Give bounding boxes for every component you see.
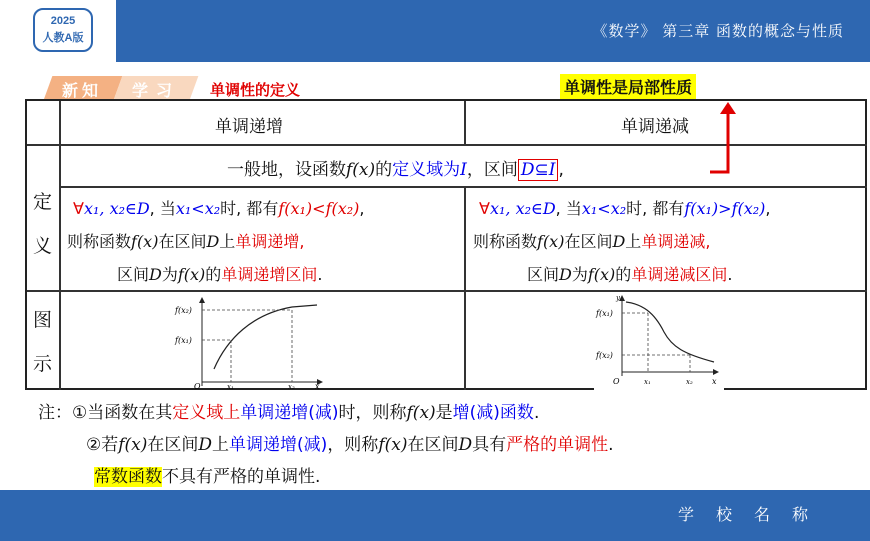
inc-comma: , bbox=[359, 199, 365, 218]
inc-ineq: f(x₁)<f(x₂) bbox=[278, 199, 360, 218]
common-end: , bbox=[558, 160, 564, 180]
note1-domain: 定义域上 bbox=[172, 403, 241, 423]
table-vline-2a bbox=[464, 101, 466, 144]
inc-is: 为 bbox=[161, 265, 178, 284]
dec-ineq: f(x₁)>f(x₂) bbox=[684, 199, 766, 218]
label-fx2: f(x₂) bbox=[175, 306, 192, 315]
inc-term: 单调递增, bbox=[235, 232, 305, 251]
label-x2: x₂ bbox=[288, 383, 295, 390]
section-tag-2: 学习 bbox=[132, 81, 181, 100]
dec-call: 则称函数 bbox=[473, 232, 538, 251]
dec-vars: x₁, x₂∈D bbox=[489, 199, 556, 218]
note1-d: 时，则称 bbox=[338, 403, 407, 423]
col-header-increasing: 单调递增 bbox=[215, 117, 283, 137]
note2-fx2: f(x) bbox=[378, 435, 408, 455]
table-hline-1-left bbox=[27, 144, 59, 146]
dec-interval-term: 单调递减区间 bbox=[631, 265, 728, 284]
dec-term: 单调递减, bbox=[641, 232, 711, 251]
inc-forall: ∀ bbox=[73, 199, 84, 218]
label-x1-dec: x₁ bbox=[644, 378, 651, 386]
increasing-graph bbox=[172, 294, 332, 390]
common-comma: ，区间 bbox=[466, 160, 518, 180]
common-fx: f(x) bbox=[346, 160, 376, 180]
inc-fx2: f(x) bbox=[177, 265, 206, 284]
dec-on: 上 bbox=[625, 232, 642, 251]
row-label-def-1: 定 bbox=[33, 191, 53, 213]
note1-fx: f(x) bbox=[406, 403, 436, 423]
decreasing-graph bbox=[594, 292, 724, 390]
label-fx1-dec: f(x₁) bbox=[596, 309, 613, 318]
label-x: x bbox=[315, 382, 320, 390]
inc-when: , 当 bbox=[149, 199, 176, 218]
common-mid: 的 bbox=[375, 160, 393, 180]
dec-line-3 bbox=[527, 262, 732, 285]
dec-when: , 当 bbox=[555, 199, 582, 218]
label-x2-dec: x₂ bbox=[686, 378, 693, 386]
dec-always: 时, 都有 bbox=[626, 199, 685, 218]
dec-of: 的 bbox=[615, 265, 632, 284]
dec-D2: D bbox=[559, 265, 572, 284]
row-label-fig-1: 图 bbox=[33, 309, 53, 331]
inc-oninterval: 在区间 bbox=[158, 232, 207, 251]
dec-line-2 bbox=[473, 229, 710, 252]
note3-constant: 常数函数 bbox=[94, 467, 162, 487]
label-x1: x₁ bbox=[227, 383, 234, 390]
badge-year: 2025 bbox=[50, 15, 76, 27]
row-label-fig-2: 示 bbox=[33, 353, 53, 375]
note1-period: . bbox=[533, 403, 540, 423]
dec-line-1 bbox=[479, 196, 771, 219]
col-header-decreasing: 单调递减 bbox=[621, 117, 689, 137]
note2-mono: 单调递增(减) bbox=[229, 435, 328, 455]
note2-k: 具有 bbox=[472, 435, 507, 455]
arrow-head bbox=[720, 102, 736, 114]
inc-vars: x₁, x₂∈D bbox=[83, 199, 150, 218]
table-hline-3 bbox=[27, 290, 867, 292]
common-domain: 定义域为 bbox=[392, 160, 461, 180]
chapter-title: 《数学》 第三章 函数的概念与性质 bbox=[592, 22, 844, 40]
inc-fx: f(x) bbox=[131, 232, 159, 251]
inc-line-3 bbox=[117, 262, 322, 285]
dec-D: D bbox=[612, 232, 626, 251]
inc-line-2 bbox=[67, 229, 304, 252]
note1-a: 注：①当函数在其 bbox=[38, 403, 173, 423]
common-I2: I bbox=[548, 160, 556, 180]
section-tag-1: 新知 bbox=[62, 81, 103, 100]
dec-is: 为 bbox=[571, 265, 588, 284]
label-x-dec: x bbox=[712, 377, 717, 386]
inc-interval-term: 单调递增区间 bbox=[221, 265, 318, 284]
inc-D: D bbox=[206, 232, 220, 251]
label-fx2-dec: f(x₂) bbox=[596, 351, 613, 360]
common-subset-box bbox=[518, 159, 559, 181]
label-O: O bbox=[194, 382, 201, 390]
label-y-dec: y bbox=[616, 294, 620, 302]
note2-D: D bbox=[198, 435, 213, 455]
inc-call: 则称函数 bbox=[67, 232, 132, 251]
inc-period: . bbox=[317, 265, 323, 284]
note2-i: 在区间 bbox=[407, 435, 459, 455]
dec-comma: , bbox=[765, 199, 771, 218]
inc-on: 上 bbox=[219, 232, 236, 251]
note2-on: 上 bbox=[212, 435, 230, 455]
common-I: I bbox=[460, 160, 467, 180]
inc-line-1 bbox=[73, 196, 365, 219]
local-property-note: 单调性是局部性质 bbox=[560, 74, 696, 99]
dec-oninterval: 在区间 bbox=[564, 232, 613, 251]
common-D: D bbox=[520, 160, 535, 180]
badge-edition: 人教A版 bbox=[42, 32, 84, 44]
inc-of: 的 bbox=[205, 265, 222, 284]
note-1 bbox=[38, 398, 539, 423]
dec-fx2: f(x) bbox=[587, 265, 616, 284]
note1-mono: 单调递增(减) bbox=[240, 403, 339, 423]
note2-strict: 严格的单调性 bbox=[506, 435, 609, 455]
note2-D2: D bbox=[458, 435, 473, 455]
edition-badge bbox=[33, 8, 93, 52]
dec-interval: 区间 bbox=[527, 265, 560, 284]
table-hline-2 bbox=[59, 186, 867, 188]
inc-always: 时, 都有 bbox=[220, 199, 279, 218]
note2-period: . bbox=[608, 435, 614, 455]
note3-rest: 不具有严格的单调性. bbox=[162, 467, 321, 487]
inc-interval: 区间 bbox=[117, 265, 150, 284]
label-fx1: f(x₁) bbox=[175, 336, 192, 345]
section-tag bbox=[48, 76, 200, 100]
inc-order: x₁<x₂ bbox=[175, 199, 221, 218]
increasing-curve bbox=[214, 305, 317, 369]
inc-D2: D bbox=[149, 265, 162, 284]
note1-func: 增(减)函数 bbox=[452, 403, 534, 423]
row-label-def-2: 义 bbox=[33, 235, 53, 257]
definition-title: 单调性的定义 bbox=[210, 81, 301, 99]
note2-fx: f(x) bbox=[118, 435, 148, 455]
table-vline-2b bbox=[464, 186, 466, 390]
dec-fx: f(x) bbox=[537, 232, 565, 251]
note-2 bbox=[86, 430, 614, 455]
dec-forall: ∀ bbox=[479, 199, 490, 218]
label-O-dec: O bbox=[613, 377, 620, 386]
note2-c: 在区间 bbox=[147, 435, 199, 455]
common-pre: 一般地，设函数 bbox=[227, 160, 346, 180]
dec-order: x₁<x₂ bbox=[581, 199, 627, 218]
arrow-to-local-note bbox=[708, 100, 748, 180]
note-3 bbox=[94, 462, 320, 487]
dec-period: . bbox=[727, 265, 733, 284]
note1-is: 是 bbox=[435, 403, 453, 423]
decreasing-curve bbox=[626, 302, 714, 362]
school-name: 学校名称 bbox=[677, 505, 830, 524]
note2-g: ，则称 bbox=[327, 435, 379, 455]
common-subset: ⊆ bbox=[534, 160, 549, 180]
note2-a: ②若 bbox=[86, 435, 119, 455]
arrow-line bbox=[710, 112, 728, 172]
common-definition-line bbox=[227, 155, 564, 180]
